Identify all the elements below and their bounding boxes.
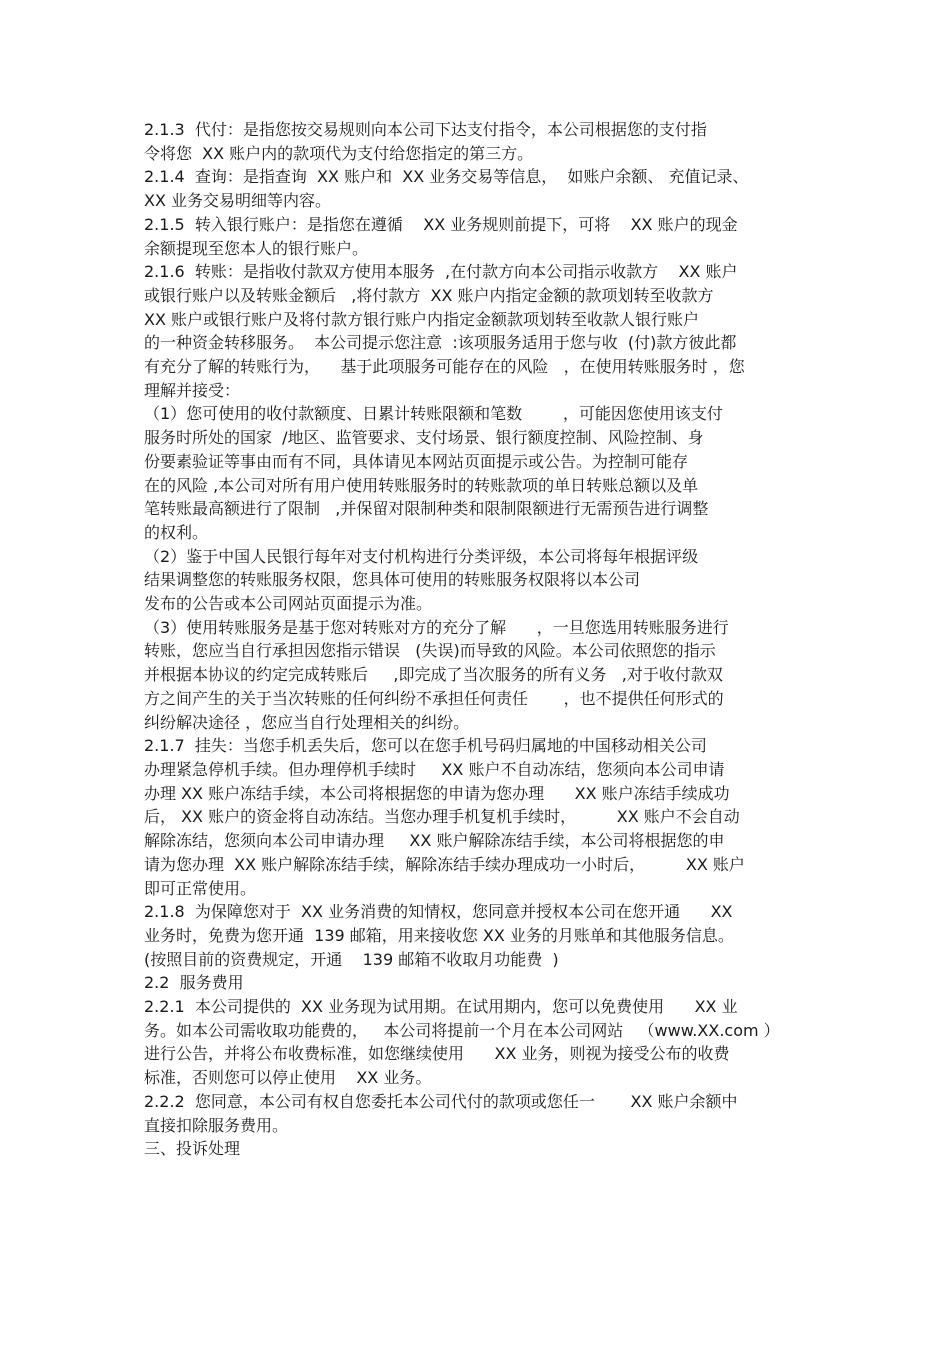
- text-line: （1）您可使用的收付款额度、日累计转账限额和笔数 ，可能因您使用该支付: [144, 404, 723, 424]
- text-line: 份要素验证等事由而有不同，具体请见本网站页面提示或公告。为控制可能存: [144, 451, 689, 471]
- text-line: 2.1.3 代付：是指您按交易规则向本公司下达支付指令，本公司根据您的支付指: [144, 120, 707, 139]
- text-line: 笔转账最高额进行了限制 ,并保留对限制种类和限制限额进行无需预告进行调整: [144, 499, 709, 519]
- text-line: (按照目前的资费规定，开通 139 邮箱不收取月功能费 ): [144, 949, 559, 969]
- text-line: XX 账户或银行账户及将付款方银行账户内指定金额款项划转至收款人银行账户: [144, 309, 700, 329]
- text-line: 有充分了解的转账行为， 基于此项服务可能存在的风险 ，在使用转账服务时 ，您: [144, 357, 745, 377]
- text-line: 业务时，免费为您开通 139 邮箱，用来接收您 XX 业务的月账单和其他服务信息。: [144, 925, 734, 945]
- text-line: 2.1.7 挂失：当您手机丢失后，您可以在您手机号码归属地的中国移动相关公司: [144, 736, 707, 756]
- text-line: 的一种资金转移服务。 本公司提示您注意 :该项服务适用于您与收 (付)款方彼此都: [144, 333, 737, 353]
- document-body: [144, 118, 814, 1161]
- text-line: 并根据本协议的约定完成转账后 ,即完成了当次服务的所有义务 ,对于收付款双: [144, 665, 723, 685]
- text-line: 转账，您应当自行承担因您指示错误 (失误)而导致的风险。本公司依照您的指示: [144, 641, 716, 661]
- text-line: 服务时所处的国家 /地区、监管要求、支付场景、银行额度控制、风险控制、身: [144, 428, 704, 448]
- text-line: 办理紧急停机手续。但办理停机手续时 XX 账户不自动冻结，您须向本公司申请: [144, 759, 725, 779]
- text-line: 2.2.1 本公司提供的 XX 业务现为试用期。在试用期内，您可以免费使用 XX 业: [144, 997, 738, 1017]
- text-line: 发布的公告或本公司网站页面提示为准。: [144, 594, 433, 614]
- text-line: 方之间产生的关于当次转账的任何纠纷不承担任何责任 ，也不提供任何形式的: [144, 688, 724, 708]
- text-line: 或银行账户以及转账金额后 ,将付款方 XX 账户内指定金额的款项划转至收款方: [144, 285, 714, 305]
- text-line: 2.1.8 为保障您对于 XX 业务消费的知情权，您同意并授权本公司在您开通 XX: [144, 902, 733, 922]
- text-line: 三、投诉处理: [144, 1139, 241, 1159]
- text-line: 的权利。: [144, 522, 209, 542]
- text-line: 请为您办理 XX 账户解除冻结手续，解除冻结手续办理成功一小时后， XX 账户: [144, 854, 745, 874]
- text-line: XX 业务交易明细等内容。: [144, 191, 332, 211]
- text-line: 理解并接受：: [144, 380, 241, 400]
- text-line: 2.1.6 转账：是指收付款双方使用本服务 ,在付款方向本公司指示收款方 XX 账户: [144, 262, 738, 282]
- text-line: 余额提现至您本人的银行账户。: [144, 238, 369, 258]
- text-line: 令将您 XX 账户内的款项代为支付给您指定的第三方。: [144, 143, 534, 163]
- text-line: 务。如本公司需收取功能费的， 本公司将提前一个月在本公司网站 （www.XX.com ）: [144, 1020, 780, 1040]
- text-line: 2.2.2 您同意，本公司有权自您委托本公司代付的款项或您任一 XX 账户余额中: [144, 1091, 738, 1111]
- text-line: 2.1.4 查询：是指查询 XX 账户和 XX 业务交易等信息， 如账户余额、 充值记录、: [144, 167, 749, 187]
- text-line: 标准，否则您可以停止使用 XX 业务。: [144, 1068, 432, 1088]
- text-line: 直接扣除服务费用。: [144, 1115, 289, 1135]
- text-line: 2.1.5 转入银行账户：是指您在遵循 XX 业务规则前提下，可将 XX 账户的现金: [144, 214, 738, 234]
- text-line: 结果调整您的转账服务权限，您具体可使用的转账服务权限将以本公司: [144, 570, 641, 590]
- text-line: （2）鉴于中国人民银行每年对支付机构进行分类评级，本公司将每年根据评级: [144, 546, 699, 566]
- text-line: （3）使用转账服务是基于您对转账对方的充分了解 ，一旦您选用转账服务进行: [144, 617, 729, 637]
- text-line: 在的风险 ,本公司对所有用户使用转账服务时的转账款项的单日转账总额以及单: [144, 475, 699, 495]
- text-line: 即可正常使用。: [144, 878, 257, 898]
- text-line: 纠纷解决途径 ，您应当自行处理相关的纠纷。: [144, 712, 470, 732]
- text-line: 解除冻结，您须向本公司申请办理 XX 账户解除冻结手续，本公司将根据您的申: [144, 831, 725, 851]
- text-line: 办理 XX 账户冻结手续，本公司将根据您的申请为您办理 XX 账户冻结手续成功: [144, 783, 730, 803]
- text-line: 后， XX 账户的资金将自动冻结。当您办理手机复机手续时， XX 账户不会自动: [144, 807, 740, 827]
- text-line: 2.2 服务费用: [144, 973, 244, 993]
- text-line: 进行公告，并将公布收费标准，如您继续使用 XX 业务，则视为接受公布的收费: [144, 1044, 730, 1064]
